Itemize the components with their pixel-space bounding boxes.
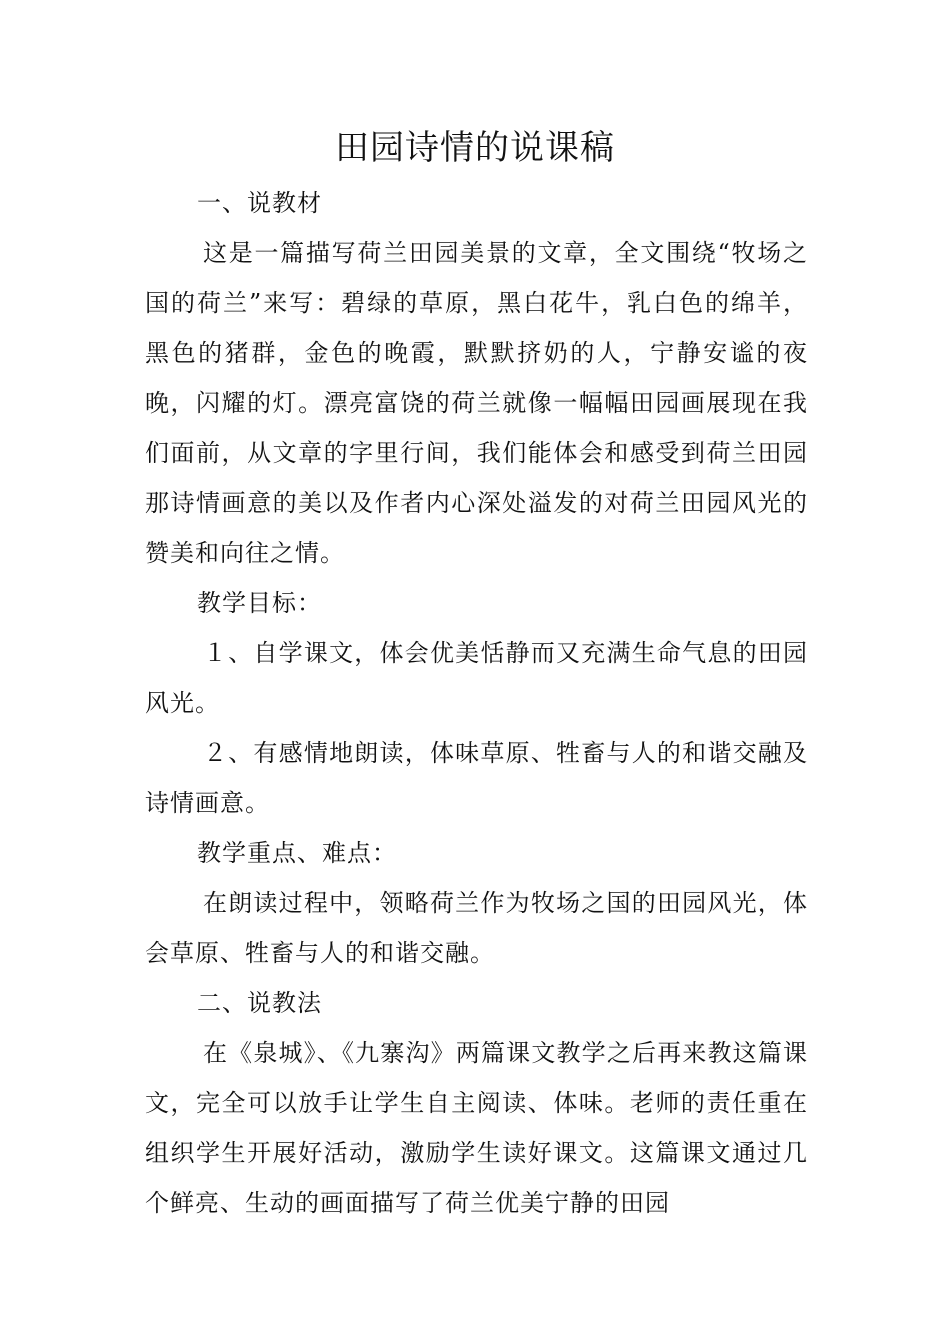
section-heading-teaching-method: 二、说教法 <box>197 989 322 1017</box>
section-heading-teaching-goals: 教学目标： <box>197 589 322 617</box>
paragraph-textbook-intro: 这是一篇描写荷兰田园美景的文章，全文围绕“牧场之国的荷兰”来写：碧绿的草原，黑白花牛，乳白色的绵羊，黑色的猪群，金色的晚霞，默默挤奶的人，宁静安谧的夜晚，闪耀的灯。漂亮富饶的荷兰就像一幅幅田园画展现在我们面前，从文章的字里行间，我们能体会和感受到荷兰田园那诗情画意的美以及作者内心深处溢发的对荷兰田园风光的赞美和向往之情。 <box>145 239 808 567</box>
section-heading-key-points: 教学重点、难点： <box>197 839 397 867</box>
section-heading-textbook: 一、说教材 <box>197 189 322 217</box>
document-body <box>145 178 808 1228</box>
paragraph-teaching-method: 在《泉城》、《九寨沟》两篇课文教学之后再来教这篇课文，完全可以放手让学生自主阅读、体味。老师的责任重在组织学生开展好活动，激励学生读好课文。这篇课文通过几个鲜亮、生动的画面描写了荷兰优美宁静的田园 <box>145 1039 808 1217</box>
paragraph-key-points: 在朗读过程中，领略荷兰作为牧场之国的田园风光，体会草原、牲畜与人的和谐交融。 <box>145 889 808 967</box>
document-title: 田园诗情的说课稿 <box>335 128 615 168</box>
teaching-goal-1: １、自学课文，体会优美恬静而又充满生命气息的田园风光。 <box>145 639 808 717</box>
teaching-goal-2: ２、有感情地朗读，体味草原、牲畜与人的和谐交融及诗情画意。 <box>145 739 808 817</box>
